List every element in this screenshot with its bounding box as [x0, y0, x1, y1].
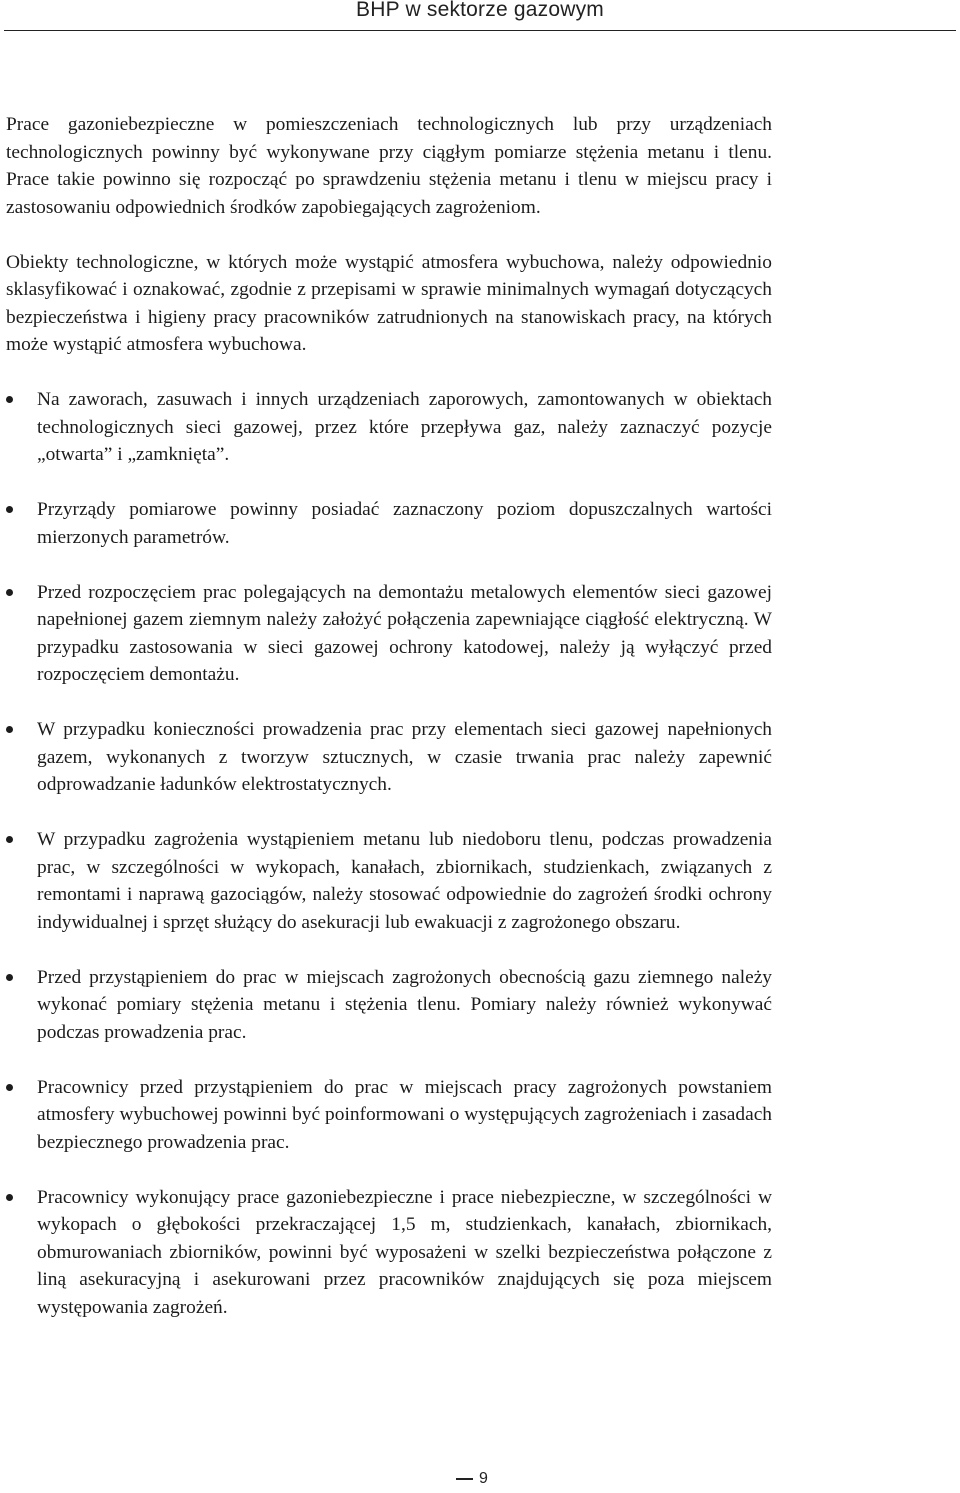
list-item-text: Na zaworach, zasuwach i innych urządzeniach zaporowych, zamontowanych w obiektach technologicznych sieci gazowej, przez które przepływa gaz, należy zaznaczyć pozycje „otwarta” i „zamknięta”. [37, 389, 772, 465]
document-body [6, 111, 772, 1349]
list-item [6, 826, 772, 936]
list-item-text: Przed przystąpieniem do prac w miejscach zagrożonych obecnością gazu ziemnego należy wykonać pomiary stężenia metanu i stężenia tlenu. Pomiary należy również wykonywać podczas prowadzenia prac. [37, 966, 772, 1043]
list-item-text: Przyrządy pomiarowe powinny posiadać zaznaczony poziom dopuszczalnych wartości mierzonych parametrów. [37, 499, 772, 548]
list-item-text: Pracownicy przed przystąpieniem do prac w miejscach pracy zagrożonych powstaniem atmosfery wybuchowej powinni być poinformowani o występujących zagrożeniach i zasadach bezpiecznego prowadzenia prac. [37, 1076, 772, 1153]
list-item [6, 579, 772, 689]
bullet-icon [6, 726, 13, 733]
bullet-icon [6, 1084, 13, 1091]
list-item-text: Przed rozpoczęciem prac polegających na demontażu metalowych elementów sieci gazowej napełnionej gazem ziemnym należy założyć połączenia zapewniające ciągłość elektryczną. W przypadku zastosowania w sieci gazowej ochrony katodowej, należy ją wyłączyć przed rozpoczęciem demontażu. [37, 581, 772, 685]
list-item-text: W przypadku konieczności prowadzenia prac przy elementach sieci gazowej napełnionych gazem, wykonanych z tworzyw sztucznych, w czasie trwania prac należy zapewnić odprowadzanie ładunków elektrostatycznych. [37, 719, 772, 795]
header-rule [4, 30, 956, 31]
list-item-text: Pracownicy wykonujący prace gazoniebezpieczne i prace niebezpieczne, w szczególności w wykopach o głębokości przekraczającej 1,5 m, studzienkach, kanałach, zbiornikach, obmurowaniach zbiorników, powinni być wyposażeni w szelki bezpieczeństwa połączone z liną asekuracyjną i asekurowani przez pracowników znajdujących się poza miejscem występowania zagrożeń. [37, 1186, 772, 1318]
page-number-dash [456, 1478, 473, 1480]
bullet-icon [6, 974, 13, 981]
list-item [6, 964, 772, 1047]
list-item [6, 386, 772, 469]
bullet-icon [6, 1194, 13, 1201]
bullet-list [6, 386, 772, 1321]
list-item [6, 496, 772, 551]
bullet-icon [6, 836, 13, 843]
bullet-icon [6, 589, 13, 596]
list-item-text: W przypadku zagrożenia wystąpieniem metanu lub niedoboru tlenu, podczas prowadzenia prac, w szczególności w wykopach, kanałach, zbiornikach, studzienkach, związanych z remontami i naprawą gazociągów, należy stosować odpowiednie do zagrożeń środki ochrony indywidualnej i sprzęt służący do asekuracji lub ewakuacji z zagrożonego obszaru. [37, 829, 772, 933]
bullet-icon [6, 396, 13, 403]
paragraph: Prace gazoniebezpieczne w pomieszczeniach technologicznych lub przy urządzeniach technologicznych powinny być wykonywane przy ciągłym pomiarze stężenia metanu i tlenu. Prace takie powinno się rozpocząć po sprawdzeniu stężenia metanu i tlenu w miejscu pracy i zastosowaniu odpowiednich środków zapobiegających zagrożeniom. [6, 114, 772, 218]
header-title: BHP w sektorze gazowym [356, 0, 604, 21]
list-item [6, 716, 772, 799]
list-item [6, 1184, 772, 1322]
page-footer [456, 1470, 488, 1488]
bullet-icon [6, 506, 13, 513]
paragraph: Obiekty technologiczne, w których może wystąpić atmosfera wybuchowa, należy odpowiednio sklasyfikować i oznakować, zgodnie z przepisami w sprawie minimalnych wymagań dotyczących bezpieczeństwa i higieny pracy pracowników zatrudnionych na stanowiskach pracy, na których może wystąpić atmosfera wybuchowa. [6, 251, 772, 355]
page-header [0, 0, 960, 32]
page-number: 9 [479, 1470, 488, 1487]
list-item [6, 1074, 772, 1157]
